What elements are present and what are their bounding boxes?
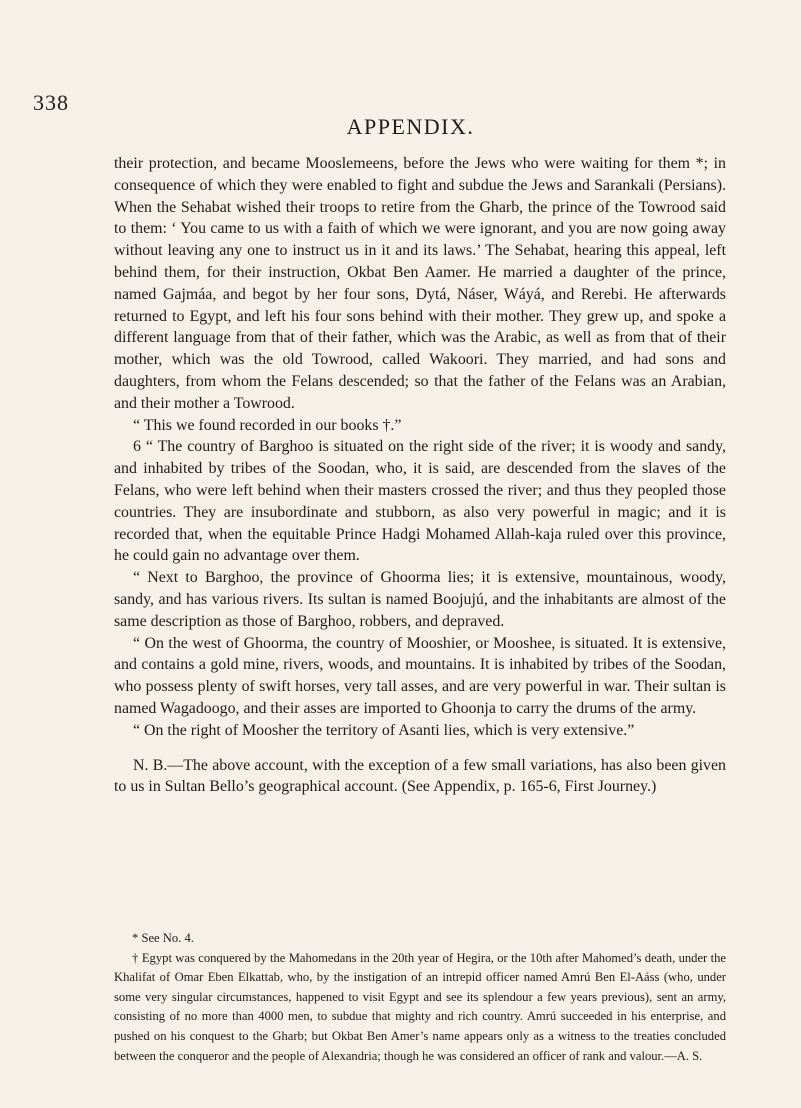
paragraph: 6 “ The country of Barghoo is situated on the right side of the river; it is woody and sandy, and inhabited by tribes of the Soodan, who, it is said, are descended from the slaves of the Felans, who were left behind when their masters crossed the river; and thus they peopled those countries. They are insubordinate and stubborn, as also very powerful in magic; and it is recorded that, when the equitable Prince Hadgi Mohamed Allah-kaja ruled over this province, he could gain no advantage over them. xyxy=(114,438,726,565)
footnotes xyxy=(114,929,726,1066)
page-number: 338 xyxy=(33,90,69,115)
running-title: APPENDIX. xyxy=(346,114,475,139)
paragraph: “ Next to Barghoo, the province of Ghoorma lies; it is extensive, mountainous, woody, sandy, and has various rivers. Its sultan is named Boojujú, and the inhabitants are almost of the same description as those of Barghoo, robbers, and depraved. xyxy=(114,569,726,630)
footnote: * See No. 4. xyxy=(132,931,194,945)
paragraph: “ This we found recorded in our books †.” xyxy=(133,416,402,434)
body-text xyxy=(114,153,726,798)
paragraph: “ On the right of Moosher the territory of Asanti lies, which is very extensive.” xyxy=(133,721,635,739)
paragraph: their protection, and became Mooslemeens, before the Jews who were waiting for them *; in consequence of which they were enabled to fight and subdue the Jews and Sarankali (Persians). When the Sehabat wished their troops to retire from the Gharb, the prince of the Towrood said to them: ‘ You came to us with a faith of which we were ignorant, and you are now going away without leaving any one to instruct us in it and its laws.’ The Sehabat, hearing this appeal, left behind them, for their instruction, Okbat Ben Aamer. He married a daughter of the prince, named Gajmáa, and begot by her four sons, Dytá, Náser, Wáyá, and Rerebi. He afterwards returned to Egypt, and left his four sons behind with their mother. They grew up, and spoke a different language from that of their father, which was the Arabic, as well as from that of their mother, which was the old Towrood, called Wakoori. They married, and had sons and daughters, from whom the Felans descended; so that the father of the Felans was an Arabian, and their mother a Towrood. xyxy=(114,155,726,412)
nb-note: N. B.—The above account, with the exception of a few small variations, has also been given to us in Sultan Bello’s geographical account. (See Appendix, p. 165-6, First Journey.) xyxy=(114,756,726,796)
paragraph: “ On the west of Ghoorma, the country of Mooshier, or Mooshee, is situated. It is extensive, and contains a gold mine, rivers, woods, and mountains. It is inhabited by tribes of the Soodan, who possess plenty of swift horses, very tall asses, and are very powerful in war. Their sultan is named Wagadoogo, and their asses are imported to Ghoonja to carry the drums of the army. xyxy=(114,634,726,717)
footnote: † Egypt was conquered by the Mahomedans in the 20th year of Hegira, or the 10th after Mahomed’s death, under the Khalifat of Omar Eben Elkattab, who, by the instigation of an intrepid officer named Amrú Ben El-Aáss (who, under some very singular circumstances, happened to visit Egypt and see its splendour a few years previous), sent an army, consisting of no more than 4000 men, to subdue that mighty and rich country. Amrú succeeded in his enterprise, and pushed on his conquest to the Gharb; but Okbat Ben Amer’s name appears only as a witness to the treaties concluded between the conqueror and the people of Alexandria; though he was considered an officer of rank and valour.—A. S. xyxy=(114,950,726,1063)
